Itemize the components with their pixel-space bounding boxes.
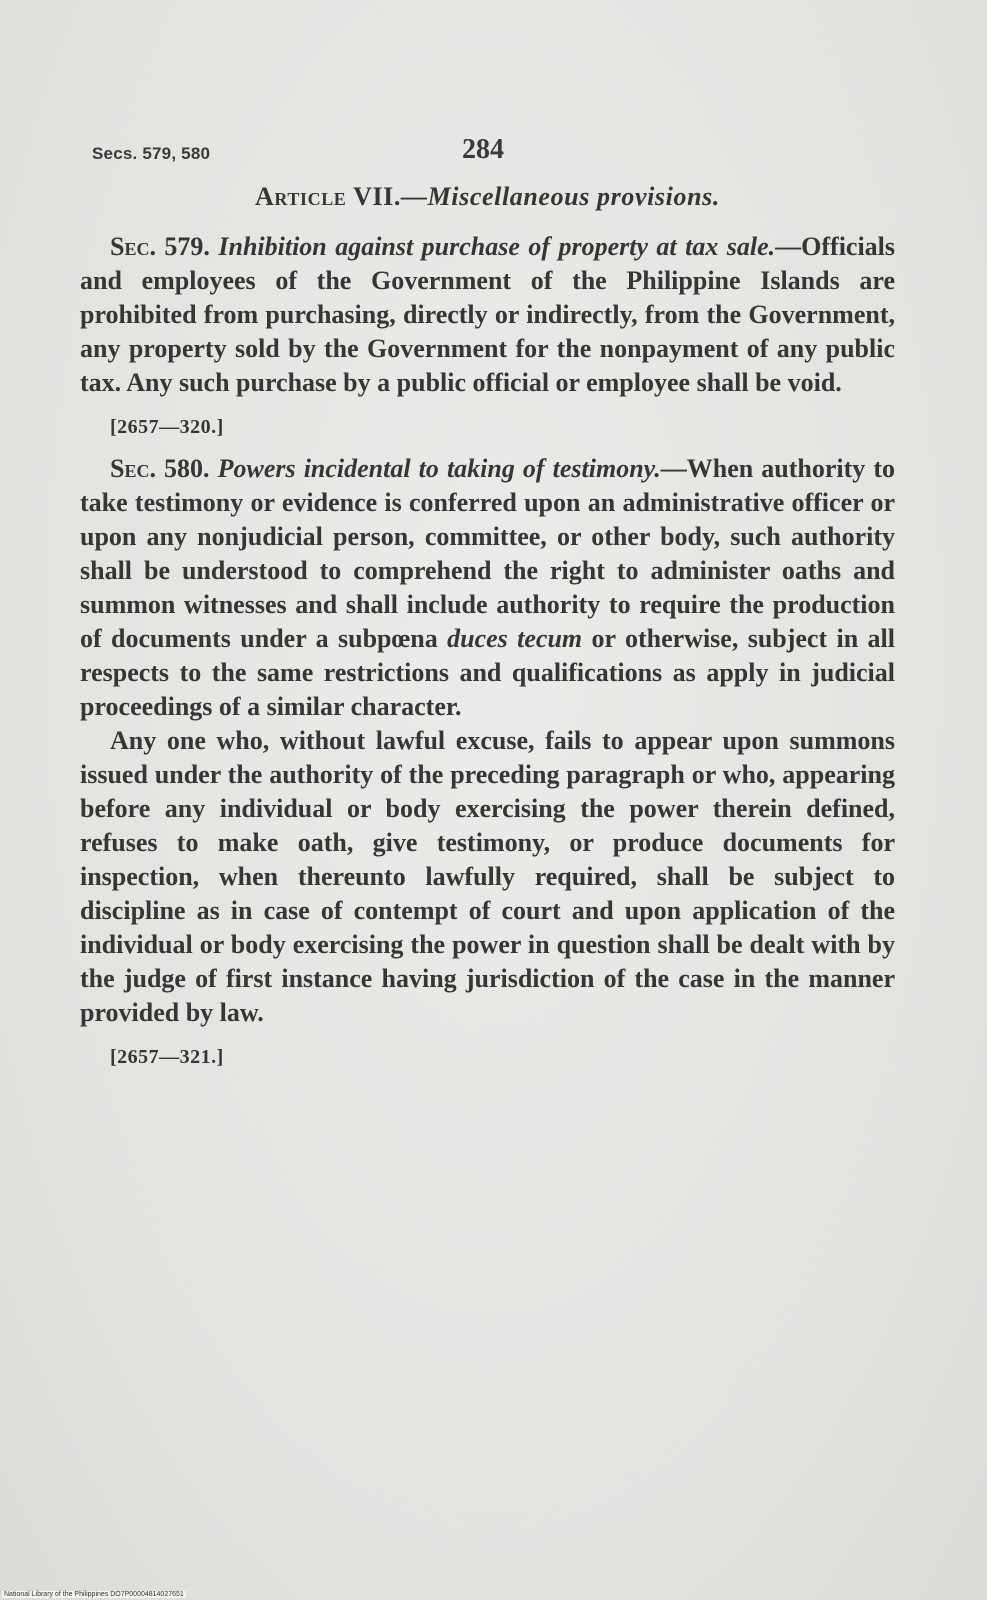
article-heading xyxy=(80,180,895,214)
running-head xyxy=(92,134,912,170)
article-title: —Miscellaneous provisions. xyxy=(400,182,720,211)
section-580-body-part1: —When authority to take testimony or evidence is conferred upon an administrative officer or upon any nonjudicial person, committee, or other body, such authority shall be understood to comprehend the right to administer oaths and summon witnesses and shall include authority to require the production of documents under a subpœna xyxy=(80,454,896,653)
page-number: 284 xyxy=(462,134,504,165)
article-number: VII. xyxy=(353,182,401,211)
section-579-label: Sec. xyxy=(110,232,156,261)
section-579-heading: Inhibition against purchase of property at tax sale. xyxy=(218,232,776,261)
section-580-label: Sec. xyxy=(110,454,156,483)
section-580-heading: Powers incidental to taking of testimony. xyxy=(217,454,661,483)
body-text xyxy=(80,180,895,1082)
article-label: Article xyxy=(255,182,347,211)
section-580-body-part2: or otherwise, subject in all respects to the same restrictions and qualifications as apply in judicial proceedings of a similar character. xyxy=(80,624,896,721)
section-580-paragraph xyxy=(80,452,895,724)
section-579-citation: [2657—320.] xyxy=(110,416,224,438)
section-reference: Secs. 579, 580 xyxy=(92,144,211,163)
section-580-paragraph-2: Any one who, without lawful excuse, fails to appear upon summons issued under the authority of the preceding paragraph or who, appearing before any individual or body exercising the power therein defined, refuses to make oath, give testimony, or produce documents for inspection, when thereunto lawfully required, shall be subject to discipline as in case of contempt of court and upon application of the individual or body exercising the power in question shall be dealt with by the judge of first instance having jurisdiction of the case in the manner provided by law. xyxy=(80,726,895,1027)
section-580-number: 580. xyxy=(164,454,210,483)
section-579-number: 579. xyxy=(164,232,210,261)
library-footer: National Library of the Philippines DO7P00004814027651 xyxy=(4,1591,184,1598)
section-580-latin-term: duces tecum xyxy=(447,624,583,653)
section-579-paragraph xyxy=(80,230,895,400)
section-580-citation: [2657—321.] xyxy=(110,1046,224,1068)
section-579-body: —Officials and employees of the Government of the Philippine Islands are prohibited from purchasing, directly or indirectly, from the Government, any property sold by the Government for the nonpayment of any public tax. Any such purchase by a public official or employee shall be void. xyxy=(80,232,896,397)
